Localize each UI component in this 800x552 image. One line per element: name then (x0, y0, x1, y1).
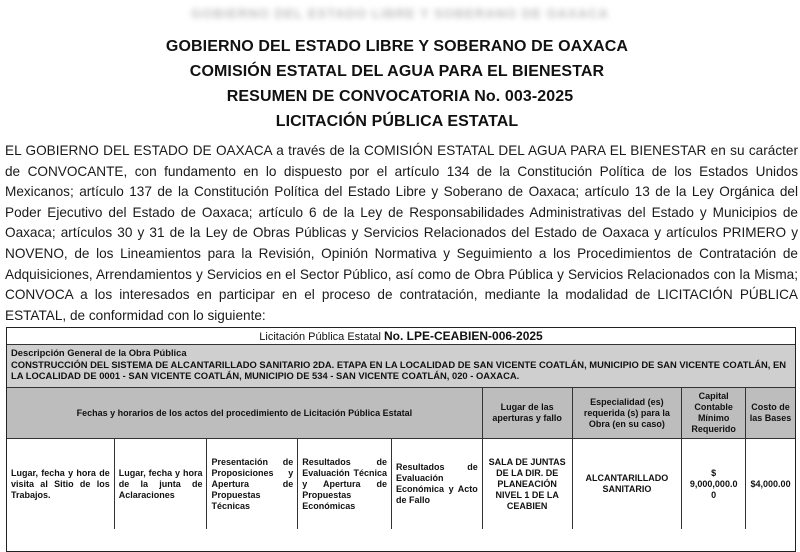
title-summary: RESUMEN DE CONVOCATORIA No. 003-2025 (226, 88, 574, 105)
cell-lugar: SALA DE JUNTAS DE LA DIR. DE PLANEACIÓN NIVEL 1 DE LA CEABIEN (483, 439, 573, 529)
header-capital: Capital Contable Mínimo Requerido (682, 388, 746, 438)
obra-description (7, 345, 795, 388)
description-label: Descripción General de la Obra Pública (11, 347, 187, 358)
description-text: CONSTRUCCIÓN DEL SISTEMA DE ALCANTARILLADO SANITARIO 2DA. ETAPA EN LA LOCALIDAD DE SAN VICENTE COATLÁN, MUNICIPIO DE SAN VICENTE COATLÁN, EN LA LOCALIDAD DE 0001 - SAN VICENTE COATLÁN, MUNICIPIO DE 534 - SAN VICENTE COATLÁN, 020 - OAXACA. (11, 358, 786, 381)
cell-especialidad: ALCANTARILLADO SANITARIO (573, 439, 683, 529)
table-header-row (7, 388, 795, 439)
document-titles (0, 34, 800, 134)
cell-visita: Lugar, fecha y hora de visita al Sitio de los Trabajos. (7, 439, 115, 529)
licitacion-table (6, 327, 796, 552)
licitacion-row (7, 328, 795, 345)
licitacion-number: No. LPE-CEABIEN-006-2025 (384, 329, 543, 343)
header-fechas: Fechas y horarios de los actos del procedimiento de Licitación Pública Estatal (7, 388, 483, 438)
title-licitacion: LICITACIÓN PÚBLICA ESTATAL (275, 113, 519, 130)
header-especialidad: Especialidad (es) requerida (s) para la Obra (en su caso) (573, 388, 683, 438)
header-lugar: Lugar de las aperturas y fallo (483, 388, 573, 438)
cell-resultados-tecnica: Resultados de Evaluación Técnica y Apertura de Propuestas Económicas (298, 439, 392, 529)
table-row (7, 439, 795, 529)
title-government: GOBIERNO DEL ESTADO LIBRE Y SOBERANO DE OAXACA (165, 38, 629, 55)
cell-costo: $4,000.00 (750, 478, 791, 489)
cell-junta: Lugar, fecha y hora de la junta de Aclaraciones (115, 439, 208, 529)
convocatoria-paragraph: EL GOBIERNO DEL ESTADO DE OAXACA a través de la COMISIÓN ESTATAL DEL AGUA PARA EL BIENESTAR en su carácter de CONVOCANTE, con fundamento en lo dispuesto por el artículo 134 de la Constitución Política de los Estados Unidos Mexicanos; artículo 137 de la Constitución Política del Estado Libre y Soberano de Oaxaca; artículo 13 de la Ley Orgánica del Poder Ejecutivo del Estado de Oaxaca; artículo 6 de la Ley de Responsabilidades Administrativas del Estado y Municipios de Oaxaca; artículos 30 y 31 de la Ley de Obras Públicas y Servicios Relacionados del Estado de Oaxaca y artículos PRIMERO y NOVENO, de los Lineamientos para la Revisión, Opinión Normativa y Seguimiento a los Procedimientos de Contratación de Adquisiciones, Arrendamientos y Servicios en el Sector Público, así como de Obra Pública y Servicios Relacionados con la Misma; CONVOCA a los interesados en participar en el proceso de contratación, mediante la modalidad de LICITACIÓN PÚBLICA ESTATAL, de conformidad con lo siguiente: (5, 143, 798, 323)
cell-resultados-economica: Resultados de Evaluación Económica y Acto de Fallo (392, 439, 483, 529)
cell-capital: $ 9,000,000.0 0 (682, 439, 746, 529)
licitacion-label: Licitación Pública Estatal (259, 331, 381, 343)
cell-presentacion: Presentación de Proposiciones y Apertura de Propuestas Técnicas (207, 439, 298, 529)
title-commission: COMISIÓN ESTATAL DEL AGUA PARA EL BIENESTAR (189, 63, 605, 80)
header-costo: Costo de las Bases (749, 402, 792, 423)
blurred-header: GOBIERNO DEL ESTADO LIBRE Y SOBERANO DE OAXACA (191, 6, 609, 20)
